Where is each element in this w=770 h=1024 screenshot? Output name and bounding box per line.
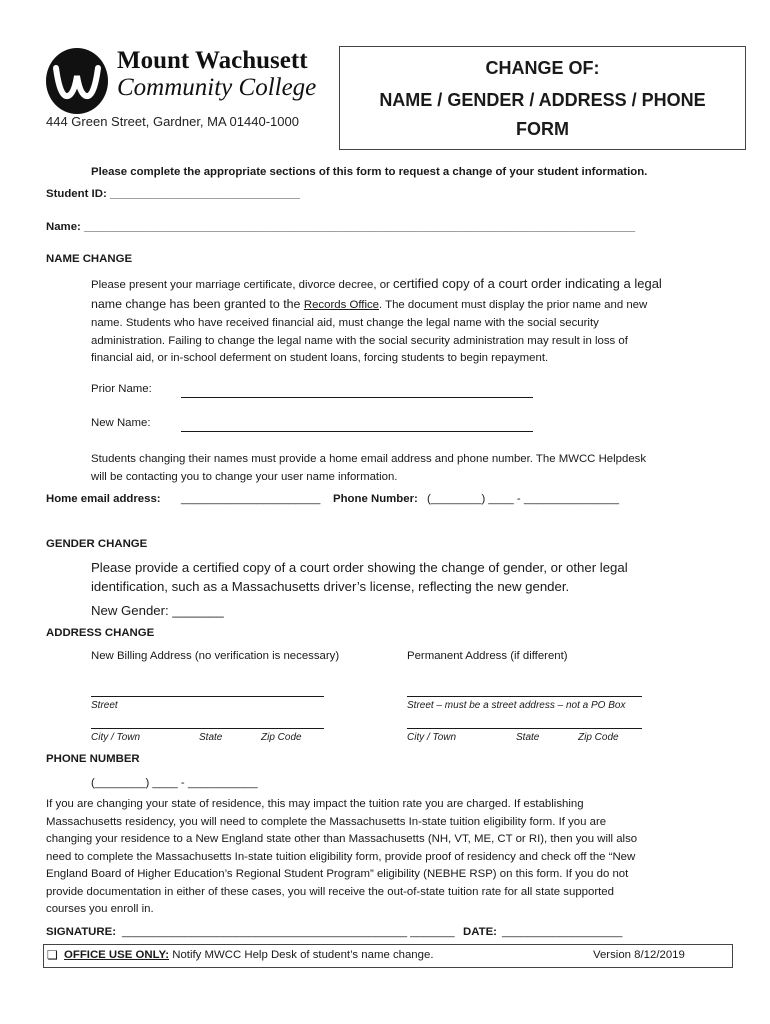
billing-zip-caption: Zip Code (261, 732, 302, 743)
billing-street-input[interactable] (91, 696, 324, 697)
residency-line-1: If you are changing your state of residence, this may impact the tuition rate you are charged. If establishing (46, 798, 584, 810)
name-change-text-5: financial aid, or in-school deferment on student loans, forcing students to begin repayment. (91, 352, 549, 364)
office-use-box (43, 944, 733, 968)
form-version: Version 8/12/2019 (593, 949, 685, 961)
residency-paragraph (46, 796, 637, 919)
billing-address-label: New Billing Address (no verification is necessary) (91, 650, 340, 662)
residency-line-3: changing your residence to a New England state other than Massachusetts (NH, VT, ME, CT or RI), then you will also (46, 833, 638, 845)
date-input[interactable]: ___________________ (502, 926, 623, 938)
office-use-checkbox[interactable]: ❏ (47, 948, 58, 962)
name-change-heading: NAME CHANGE (46, 253, 133, 265)
phone-section-heading: PHONE NUMBER (46, 753, 140, 765)
prior-name-input[interactable] (181, 397, 533, 398)
signature-label: SIGNATURE: (46, 926, 117, 938)
new-name-label: New Name: (91, 417, 151, 429)
billing-state-caption: State (199, 732, 223, 743)
prior-name-label: Prior Name: (91, 383, 152, 395)
mwcc-logo-icon (44, 46, 110, 116)
phone-number-label: Phone Number: (333, 493, 418, 505)
name-change-text-1b: certified copy of a court order indicating a legal (393, 276, 662, 291)
new-name-input[interactable] (181, 431, 533, 432)
residency-line-5: England Board of Higher Education’s Regional Student Program” eligibility (NEBHE RSP) on this form. If you do not (46, 868, 629, 880)
logo-name-line2: Community College (117, 74, 317, 101)
gender-change-text-1: Please provide a certified copy of a court order showing the change of gender, or other legal (91, 560, 628, 575)
office-use-instruction: Notify MWCC Help Desk of student’s name change. (169, 949, 434, 961)
name-change-text-2b: . The document must display the prior name and new (379, 299, 648, 311)
form-title-line3: FORM (516, 119, 569, 139)
phone-number-input[interactable]: (________) ____ - _______________ (427, 493, 619, 505)
logo-name-line1: Mount Wachusett (117, 47, 308, 74)
name-change-text-1a: Please present your marriage certificate, divorce decree, or (91, 279, 393, 291)
helpdesk-note-1: Students changing their names must provide a home email address and phone number. The MWCC Helpdesk (91, 453, 647, 465)
name-change-text-3: name. Students who have received financial aid, must change the legal name with the social security (91, 317, 599, 329)
permanent-street-caption: Street – must be a street address – not a PO Box (407, 700, 626, 711)
permanent-state-caption: State (516, 732, 540, 743)
home-email-input[interactable]: ______________________ (181, 493, 321, 505)
date-label: DATE: (463, 926, 497, 938)
name-field[interactable]: Name: _______________________________________________________________________________________ (46, 221, 636, 233)
helpdesk-note-2: will be contacting you to change your user name information. (91, 471, 398, 483)
office-use-text (64, 947, 433, 965)
records-office-link[interactable]: Records Office (303, 299, 379, 311)
college-address: 444 Green Street, Gardner, MA 01440-1000 (46, 114, 299, 129)
residency-line-6: provide documentation in either of these cases, you will receive the out-of-state tuition rate for all state supported (46, 885, 614, 898)
form-title-line2: NAME / GENDER / ADDRESS / PHONE (379, 90, 706, 110)
office-use-label: OFFICE USE ONLY: (64, 949, 170, 961)
residency-line-2: Massachusetts residency, you will need to complete the Massachusetts In-state tuition eligibility form. If you are (46, 815, 607, 828)
residency-line-4: need to complete the Massachusetts In-state tuition eligibility form, provide proof of residency and check off the “New (46, 850, 636, 863)
name-change-text-2a: name change has been granted to the (91, 297, 304, 311)
gender-change-text-2: identification, such as a Massachusetts driver’s license, reflecting the new gender. (91, 579, 570, 594)
billing-city-input[interactable] (91, 728, 324, 729)
billing-street-caption: Street (91, 700, 118, 711)
gender-change-heading: GENDER CHANGE (46, 538, 148, 550)
address-change-heading: ADDRESS CHANGE (46, 627, 155, 639)
student-id-field[interactable]: Student ID: ______________________________ (46, 188, 300, 200)
permanent-street-input[interactable] (407, 696, 642, 697)
college-logo (44, 46, 110, 116)
name-change-paragraph (91, 274, 662, 368)
home-email-label: Home email address: (46, 493, 161, 505)
permanent-city-caption: City / Town (407, 732, 457, 743)
permanent-address-label: Permanent Address (if different) (407, 650, 568, 662)
phone-section-input[interactable]: (________) ____ - ___________ (91, 777, 258, 789)
name-change-text-4: administration. Failing to change the legal name with the social security administration may result in loss of (91, 334, 628, 347)
signature-input[interactable]: _____________________________________________ _______ (122, 926, 455, 938)
form-title-line1: CHANGE OF: (485, 58, 600, 78)
billing-city-caption: City / Town (91, 732, 141, 743)
form-title-box (339, 46, 746, 150)
intro-instructions: Please complete the appropriate sections of this form to request a change of your student information. (91, 166, 648, 178)
new-gender-field[interactable]: New Gender: _______ (91, 603, 224, 618)
residency-line-7: courses you enroll in. (46, 903, 154, 915)
permanent-zip-caption: Zip Code (578, 732, 619, 743)
permanent-city-input[interactable] (407, 728, 642, 729)
